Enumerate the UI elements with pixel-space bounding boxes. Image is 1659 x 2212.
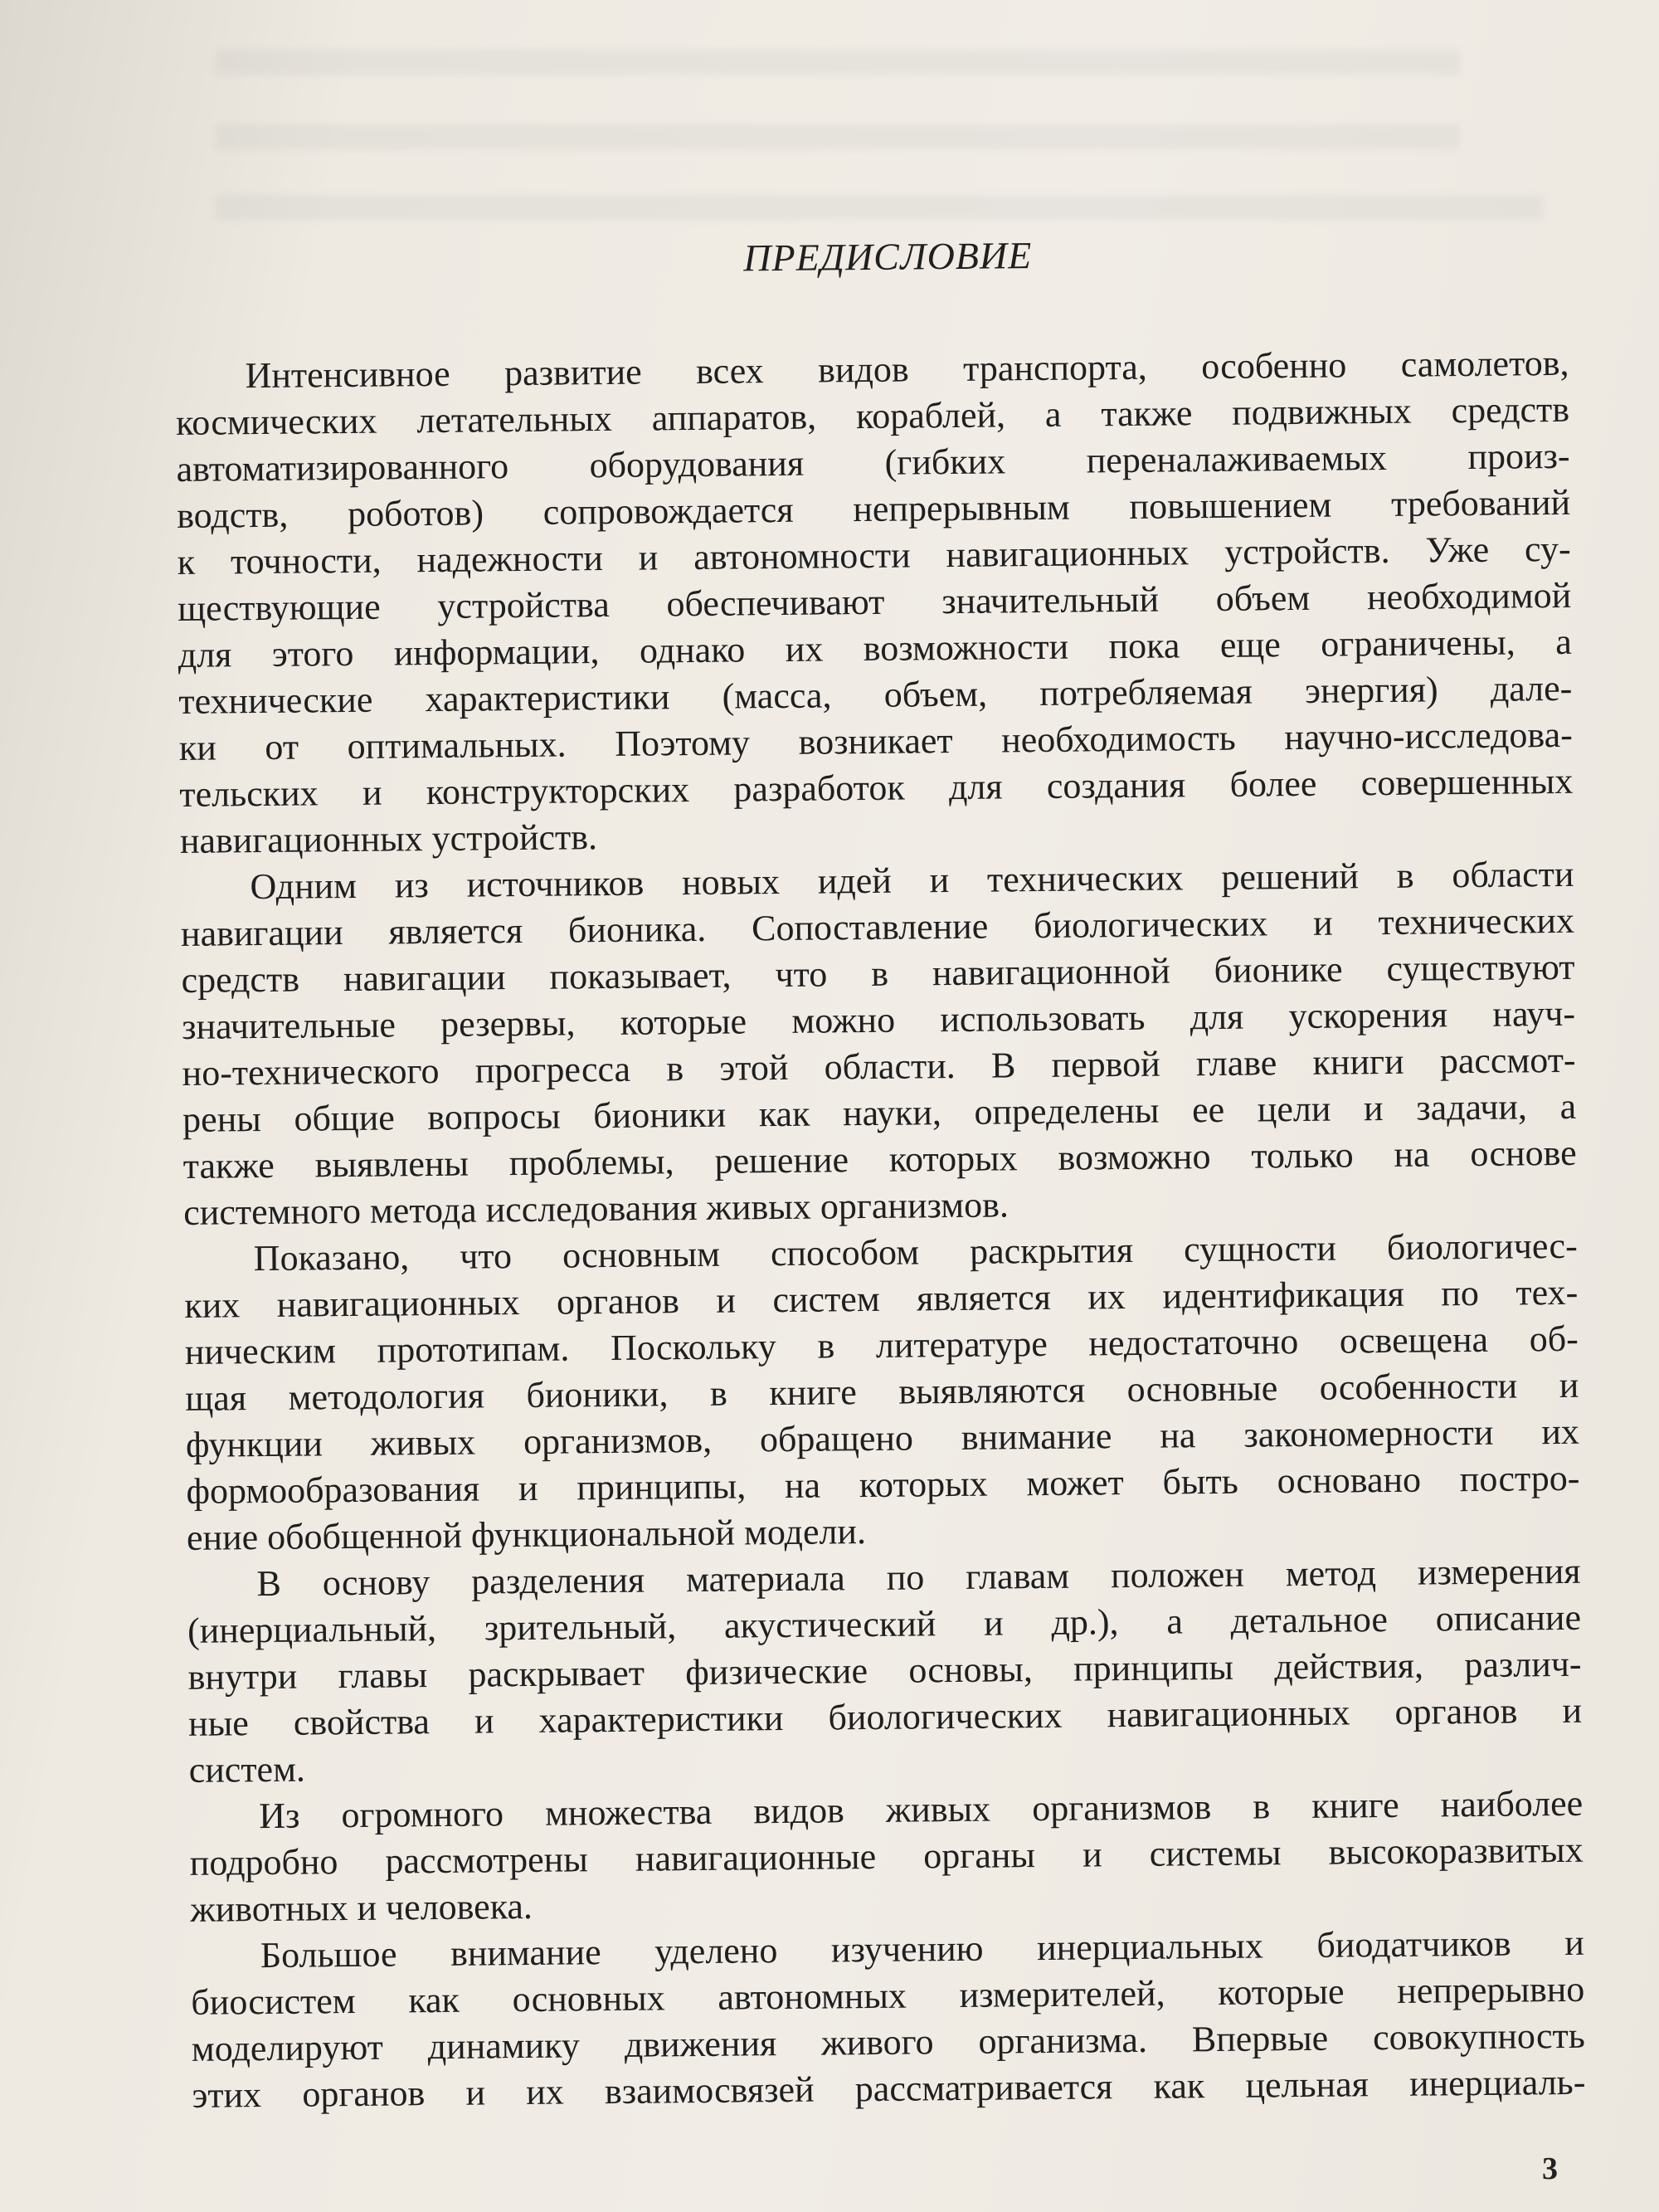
text-line: систем. xyxy=(188,1748,306,1791)
text-line: функции живых организмов, обращено внимание на закономерности их xyxy=(185,1411,1580,1465)
page-text xyxy=(174,227,1586,2119)
text-line: щая методология бионики, в книге выявляются основные особенности и xyxy=(185,1364,1579,1419)
text-line: средств навигации показывает, что в навигационной бионике существуют xyxy=(181,946,1575,1001)
text-line: значительные резервы, которые можно использовать для ускорения науч- xyxy=(181,992,1576,1047)
text-line: животных и человека. xyxy=(190,1885,533,1930)
paragraph xyxy=(191,1920,1586,2119)
text-line: рены общие вопросы бионики как науки, определены ее цели и задачи, а xyxy=(182,1085,1577,1140)
text-line: ки от оптимальных. Поэтому возникает необходимость научно-исследова- xyxy=(178,714,1574,768)
text-line: ные свойства и характеристики биологических навигационных органов и xyxy=(187,1689,1583,1744)
text-line: подробно рассмотрены навигационные органы и системы высокоразвитых xyxy=(189,1829,1584,1883)
text-line: автоматизированного оборудования (гибких переналаживаемых произ- xyxy=(176,435,1570,490)
show-through-text xyxy=(216,50,1460,75)
text-line: ническим прототипам. Поскольку в литературе недостаточно освещена об- xyxy=(184,1318,1579,1372)
paragraph xyxy=(180,851,1577,1236)
show-through-text xyxy=(216,124,1460,149)
text-line: технические характеристики (масса, объем, потребляемая энергия) дале- xyxy=(178,667,1573,722)
text-line: ение обобщенной функциональной модели. xyxy=(186,1511,867,1558)
show-through-text xyxy=(216,195,1543,220)
text-line: но-технического прогресса в этой области. В первой главе книги рассмот- xyxy=(182,1039,1576,1094)
text-line: навигации является бионика. Сопоставление биологических и технических xyxy=(180,899,1575,954)
text-line: Показано, что основным способом раскрытия сущности биологичес- xyxy=(253,1225,1578,1279)
text-line: этих органов и их взаимосвязей рассматривается как цельная инерциаль- xyxy=(192,2061,1586,2116)
text-line: (инерциальный, зрительный, акустический и др.), а детальное описание xyxy=(187,1596,1582,1651)
text-line: к точности, надежности и автономности навигационных устройств. Уже су- xyxy=(177,528,1571,582)
text-line: В основу разделения материала по главам положен метод измерения xyxy=(256,1550,1581,1605)
paragraph xyxy=(187,1548,1583,1794)
text-line: ществующие устройства обеспечивают значительный объем необходимой xyxy=(178,574,1572,629)
paragraph xyxy=(184,1223,1581,1562)
text-line: ких навигационных органов и систем является их идентификация по тех- xyxy=(184,1271,1579,1326)
text-line: водств, роботов) сопровождается непрерывным повышением требований xyxy=(176,481,1571,536)
text-line: внутри главы раскрывает физические основы, принципы действия, различ- xyxy=(187,1643,1582,1698)
paragraph xyxy=(175,340,1574,865)
page-title: ПРЕДИСЛОВИЕ xyxy=(743,234,1033,280)
text-line: для этого информации, однако их возможности пока еще ограничены, а xyxy=(178,621,1572,675)
text-line: навигационных устройств. xyxy=(179,816,598,861)
text-line: формообразования и принципы, на которых может быть основано постро- xyxy=(186,1457,1580,1512)
text-line: Одним из источников новых идей и технических решений в области xyxy=(250,853,1574,908)
paragraph xyxy=(189,1781,1584,1933)
text-line: Из огромного множества видов живых организмов в книге наиболее xyxy=(258,1782,1584,1837)
text-line: также выявлены проблемы, решение которых возможно только на основе xyxy=(182,1132,1577,1186)
text-line: Большое внимание уделено изучению инерциальных биодатчиков и xyxy=(260,1922,1585,1976)
text-line: Интенсивное развитие всех видов транспорта, особенно самолетов, xyxy=(245,342,1569,397)
text-line: биосистем как основных автономных измерителей, которые непрерывно xyxy=(191,1968,1585,2023)
text-line: тельских и конструкторских разработок для создания более совершенных xyxy=(179,760,1574,815)
text-line: системного метода исследования живых организмов. xyxy=(183,1184,1010,1233)
text-line: моделируют динамику движения живого организма. Впервые совокупность xyxy=(191,2015,1586,2069)
text-line: космических летательных аппаратов, кораблей, а также подвижных средств xyxy=(175,388,1570,443)
page-number: 3 xyxy=(1542,2151,1558,2186)
